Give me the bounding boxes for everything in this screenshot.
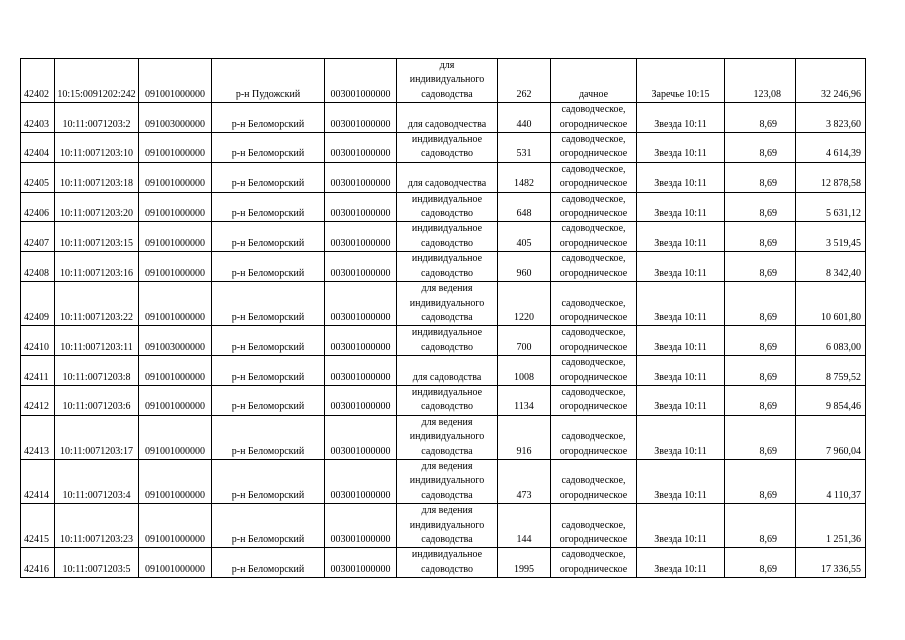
- specific-value-cell: 8,69: [725, 162, 796, 192]
- category-code-cell: 003001000000: [325, 385, 397, 415]
- permitted-use-cell: индивидуальное садоводство: [397, 548, 498, 578]
- category-code-cell: 003001000000: [325, 326, 397, 356]
- valuation-zone-cell: Звезда 10:11: [637, 459, 725, 503]
- valuation-zone-cell: Звезда 10:11: [637, 326, 725, 356]
- cadastral-value-cell: 3 519,45: [796, 222, 866, 252]
- row-number-cell: 42407: [21, 222, 55, 252]
- use-type-cell: садоводческое, огородническое: [551, 326, 637, 356]
- permitted-use-cell: для ведения индивидуального садоводства: [397, 282, 498, 326]
- specific-value-cell: 8,69: [725, 356, 796, 386]
- permitted-use-cell: для ведения индивидуального садоводства: [397, 459, 498, 503]
- valuation-zone-cell: Звезда 10:11: [637, 103, 725, 133]
- specific-value-cell: 8,69: [725, 192, 796, 222]
- use-type-cell: садоводческое, огородническое: [551, 192, 637, 222]
- oktmo-code-cell: 091001000000: [139, 133, 212, 163]
- category-code-cell: 003001000000: [325, 103, 397, 133]
- cadastral-value-cell: 4 614,39: [796, 133, 866, 163]
- area-cell: 1220: [498, 282, 551, 326]
- valuation-zone-cell: Звезда 10:11: [637, 222, 725, 252]
- permitted-use-cell: для ведения индивидуального садоводства: [397, 415, 498, 459]
- category-code-cell: 003001000000: [325, 415, 397, 459]
- area-cell: 648: [498, 192, 551, 222]
- valuation-zone-cell: Звезда 10:11: [637, 133, 725, 163]
- use-type-cell: садоводческое, огородническое: [551, 162, 637, 192]
- table-row: [21, 133, 866, 163]
- district-cell: р-н Беломорский: [212, 192, 325, 222]
- oktmo-code-cell: 091001000000: [139, 385, 212, 415]
- cadastral-value-cell: 12 878,58: [796, 162, 866, 192]
- row-number-cell: 42415: [21, 504, 55, 548]
- table-row: [21, 326, 866, 356]
- cadastral-number-cell: 10:15:0091202:242: [55, 59, 139, 103]
- table-row: [21, 459, 866, 503]
- cadastral-number-cell: 10:11:0071203:10: [55, 133, 139, 163]
- category-code-cell: 003001000000: [325, 356, 397, 386]
- area-cell: 405: [498, 222, 551, 252]
- specific-value-cell: 8,69: [725, 385, 796, 415]
- oktmo-code-cell: 091001000000: [139, 282, 212, 326]
- district-cell: р-н Беломорский: [212, 252, 325, 282]
- specific-value-cell: 8,69: [725, 282, 796, 326]
- row-number-cell: 42413: [21, 415, 55, 459]
- table-row: [21, 59, 866, 103]
- valuation-zone-cell: Звезда 10:11: [637, 162, 725, 192]
- specific-value-cell: 8,69: [725, 103, 796, 133]
- table-row: [21, 162, 866, 192]
- permitted-use-cell: индивидуальное садоводство: [397, 192, 498, 222]
- table-row: [21, 252, 866, 282]
- row-number-cell: 42409: [21, 282, 55, 326]
- valuation-zone-cell: Звезда 10:11: [637, 356, 725, 386]
- area-cell: 531: [498, 133, 551, 163]
- permitted-use-cell: индивидуальное садоводство: [397, 326, 498, 356]
- area-cell: 960: [498, 252, 551, 282]
- area-cell: 700: [498, 326, 551, 356]
- use-type-cell: садоводческое, огородническое: [551, 133, 637, 163]
- oktmo-code-cell: 091001000000: [139, 548, 212, 578]
- row-number-cell: 42403: [21, 103, 55, 133]
- oktmo-code-cell: 091001000000: [139, 356, 212, 386]
- permitted-use-cell: для садоводства: [397, 356, 498, 386]
- cadastral-value-cell: 32 246,96: [796, 59, 866, 103]
- row-number-cell: 42406: [21, 192, 55, 222]
- row-number-cell: 42410: [21, 326, 55, 356]
- permitted-use-cell: индивидуальное садоводство: [397, 252, 498, 282]
- cadastral-number-cell: 10:11:0071203:11: [55, 326, 139, 356]
- use-type-cell: садоводческое, огородническое: [551, 282, 637, 326]
- cadastral-number-cell: 10:11:0071203:5: [55, 548, 139, 578]
- cadastral-value-cell: 5 631,12: [796, 192, 866, 222]
- specific-value-cell: 8,69: [725, 504, 796, 548]
- area-cell: 1008: [498, 356, 551, 386]
- cadastral-number-cell: 10:11:0071203:18: [55, 162, 139, 192]
- cadastral-number-cell: 10:11:0071203:22: [55, 282, 139, 326]
- area-cell: 144: [498, 504, 551, 548]
- area-cell: 440: [498, 103, 551, 133]
- specific-value-cell: 8,69: [725, 415, 796, 459]
- oktmo-code-cell: 091001000000: [139, 252, 212, 282]
- row-number-cell: 42408: [21, 252, 55, 282]
- use-type-cell: садоводческое, огородническое: [551, 385, 637, 415]
- table-row: [21, 282, 866, 326]
- area-cell: 473: [498, 459, 551, 503]
- table-row: [21, 504, 866, 548]
- oktmo-code-cell: 091003000000: [139, 103, 212, 133]
- cadastral-value-cell: 8 759,52: [796, 356, 866, 386]
- table-row: [21, 385, 866, 415]
- cadastral-number-cell: 10:11:0071203:23: [55, 504, 139, 548]
- district-cell: р-н Беломорский: [212, 222, 325, 252]
- district-cell: р-н Беломорский: [212, 326, 325, 356]
- district-cell: р-н Беломорский: [212, 459, 325, 503]
- cadastral-number-cell: 10:11:0071203:17: [55, 415, 139, 459]
- specific-value-cell: 8,69: [725, 459, 796, 503]
- cadastral-number-cell: 10:11:0071203:15: [55, 222, 139, 252]
- cadastral-value-cell: 9 854,46: [796, 385, 866, 415]
- specific-value-cell: 8,69: [725, 252, 796, 282]
- table-row: [21, 192, 866, 222]
- category-code-cell: 003001000000: [325, 162, 397, 192]
- permitted-use-cell: индивидуальное садоводство: [397, 385, 498, 415]
- cadastral-value-cell: 6 083,00: [796, 326, 866, 356]
- table-row: [21, 103, 866, 133]
- oktmo-code-cell: 091003000000: [139, 326, 212, 356]
- permitted-use-cell: для индивидуального садоводства: [397, 59, 498, 103]
- oktmo-code-cell: 091001000000: [139, 415, 212, 459]
- cadastral-number-cell: 10:11:0071203:20: [55, 192, 139, 222]
- land-plots-table: [20, 58, 866, 578]
- table-row: [21, 548, 866, 578]
- district-cell: р-н Беломорский: [212, 282, 325, 326]
- permitted-use-cell: для садоводчества: [397, 103, 498, 133]
- cadastral-value-cell: 8 342,40: [796, 252, 866, 282]
- district-cell: р-н Беломорский: [212, 162, 325, 192]
- district-cell: р-н Беломорский: [212, 133, 325, 163]
- cadastral-number-cell: 10:11:0071203:2: [55, 103, 139, 133]
- row-number-cell: 42414: [21, 459, 55, 503]
- cadastral-value-cell: 10 601,80: [796, 282, 866, 326]
- category-code-cell: 003001000000: [325, 282, 397, 326]
- cadastral-value-cell: 4 110,37: [796, 459, 866, 503]
- category-code-cell: 003001000000: [325, 548, 397, 578]
- use-type-cell: садоводческое, огородническое: [551, 103, 637, 133]
- district-cell: р-н Беломорский: [212, 504, 325, 548]
- category-code-cell: 003001000000: [325, 133, 397, 163]
- cadastral-number-cell: 10:11:0071203:6: [55, 385, 139, 415]
- specific-value-cell: 8,69: [725, 133, 796, 163]
- use-type-cell: садоводческое, огородническое: [551, 548, 637, 578]
- permitted-use-cell: для ведения индивидуального садоводства: [397, 504, 498, 548]
- valuation-zone-cell: Звезда 10:11: [637, 504, 725, 548]
- area-cell: 262: [498, 59, 551, 103]
- category-code-cell: 003001000000: [325, 252, 397, 282]
- specific-value-cell: 123,08: [725, 59, 796, 103]
- table-row: [21, 415, 866, 459]
- use-type-cell: садоводческое, огородническое: [551, 222, 637, 252]
- cadastral-number-cell: 10:11:0071203:4: [55, 459, 139, 503]
- row-number-cell: 42404: [21, 133, 55, 163]
- row-number-cell: 42412: [21, 385, 55, 415]
- permitted-use-cell: для садоводчества: [397, 162, 498, 192]
- oktmo-code-cell: 091001000000: [139, 222, 212, 252]
- area-cell: 1482: [498, 162, 551, 192]
- area-cell: 1995: [498, 548, 551, 578]
- specific-value-cell: 8,69: [725, 222, 796, 252]
- table-row: [21, 222, 866, 252]
- district-cell: р-н Беломорский: [212, 385, 325, 415]
- valuation-zone-cell: Звезда 10:11: [637, 548, 725, 578]
- cadastral-value-cell: 17 336,55: [796, 548, 866, 578]
- district-cell: р-н Беломорский: [212, 548, 325, 578]
- row-number-cell: 42411: [21, 356, 55, 386]
- table-body: [21, 59, 866, 578]
- district-cell: р-н Пудожский: [212, 59, 325, 103]
- use-type-cell: садоводческое, огородническое: [551, 356, 637, 386]
- oktmo-code-cell: 091001000000: [139, 59, 212, 103]
- use-type-cell: садоводческое, огородническое: [551, 252, 637, 282]
- valuation-zone-cell: Звезда 10:11: [637, 192, 725, 222]
- district-cell: р-н Беломорский: [212, 103, 325, 133]
- valuation-zone-cell: Звезда 10:11: [637, 282, 725, 326]
- category-code-cell: 003001000000: [325, 222, 397, 252]
- area-cell: 916: [498, 415, 551, 459]
- oktmo-code-cell: 091001000000: [139, 162, 212, 192]
- cadastral-value-cell: 3 823,60: [796, 103, 866, 133]
- valuation-zone-cell: Заречье 10:15: [637, 59, 725, 103]
- oktmo-code-cell: 091001000000: [139, 192, 212, 222]
- row-number-cell: 42402: [21, 59, 55, 103]
- permitted-use-cell: индивидуальное садоводство: [397, 133, 498, 163]
- cadastral-value-cell: 7 960,04: [796, 415, 866, 459]
- table-row: [21, 356, 866, 386]
- use-type-cell: садоводческое, огородническое: [551, 459, 637, 503]
- district-cell: р-н Беломорский: [212, 415, 325, 459]
- oktmo-code-cell: 091001000000: [139, 459, 212, 503]
- valuation-zone-cell: Звезда 10:11: [637, 415, 725, 459]
- category-code-cell: 003001000000: [325, 59, 397, 103]
- use-type-cell: садоводческое, огородническое: [551, 504, 637, 548]
- valuation-zone-cell: Звезда 10:11: [637, 385, 725, 415]
- category-code-cell: 003001000000: [325, 192, 397, 222]
- specific-value-cell: 8,69: [725, 548, 796, 578]
- cadastral-number-cell: 10:11:0071203:8: [55, 356, 139, 386]
- area-cell: 1134: [498, 385, 551, 415]
- use-type-cell: дачное: [551, 59, 637, 103]
- cadastral-value-cell: 1 251,36: [796, 504, 866, 548]
- permitted-use-cell: индивидуальное садоводство: [397, 222, 498, 252]
- specific-value-cell: 8,69: [725, 326, 796, 356]
- cadastral-number-cell: 10:11:0071203:16: [55, 252, 139, 282]
- row-number-cell: 42405: [21, 162, 55, 192]
- category-code-cell: 003001000000: [325, 459, 397, 503]
- oktmo-code-cell: 091001000000: [139, 504, 212, 548]
- use-type-cell: садоводческое, огородническое: [551, 415, 637, 459]
- row-number-cell: 42416: [21, 548, 55, 578]
- valuation-zone-cell: Звезда 10:11: [637, 252, 725, 282]
- district-cell: р-н Беломорский: [212, 356, 325, 386]
- category-code-cell: 003001000000: [325, 504, 397, 548]
